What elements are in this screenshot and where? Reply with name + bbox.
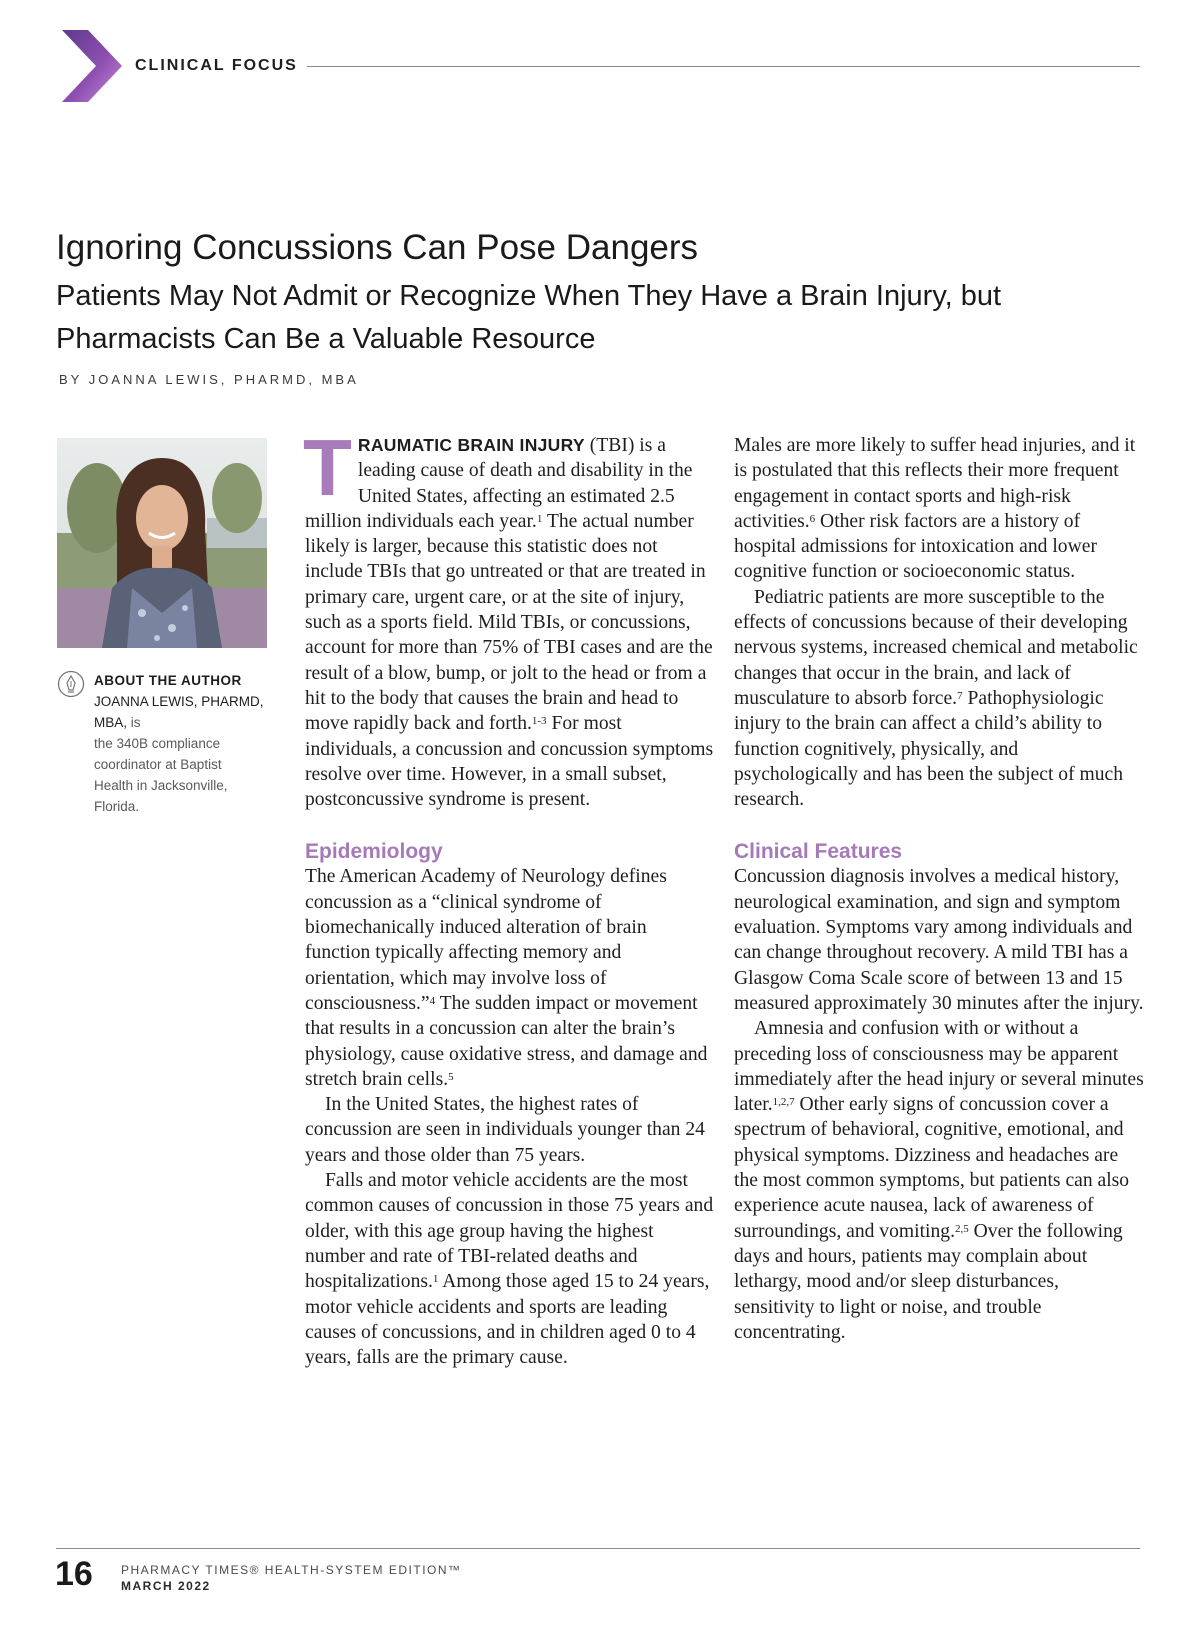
byline: BY JOANNA LEWIS, PHARMD, MBA (59, 372, 359, 387)
drop-cap: T (303, 423, 352, 512)
publication-name: PHARMACY TIMES® HEALTH-SYSTEM EDITION™ (121, 1563, 462, 1577)
males-paragraph: Males are more likely to suffer head injuries, and it is postulated that this reflects their more frequent engagement in contact sports and high-risk activities.$^6$ Other risk factors are a history of hospital admissions for intoxication and lower cognitive function or socioeconomic status. (734, 435, 1136, 583)
diagnosis-paragraph: Concussion diagnosis involves a medical history, neurological examination, and sign and symptom evaluation. Symptoms vary among individuals and can change throughout recovery. A mild TBI has a Glasgow Coma Scale score of between 13 and 15 measured approximately 30 minutes after the injury. (734, 866, 1144, 1014)
article-subtitle: Patients May Not Admit or Recognize When They Have a Brain Injury, but Pharmacists Can Be a Valuable Resource (56, 280, 1002, 355)
rates-paragraph: In the United States, the highest rates of concussion are seen in individuals younger than 24 years and those older than 75 years. (305, 1094, 705, 1166)
page-number: 16 (55, 1555, 93, 1593)
pediatric-paragraph: Pediatric patients are more susceptible to the effects of concussions because of their developing nervous systems, increased chemical and metabolic changes that occur in the brain, and lack of musculature to absorb force.$^7$ Pathophysiologic injury to the brain can affect a child’s ability to function cognitively, physically, and psychologically and has been the subject of much research. (734, 586, 1138, 811)
body-column-left (303, 423, 715, 1370)
footer-divider (56, 1548, 1140, 1549)
issue-date: MARCH 2022 (121, 1579, 211, 1593)
symptoms-paragraph: Amnesia and confusion with or without a preceding loss of consciousness may be apparent immediately after the head injury or several minutes later.$^{1,2,7}$ Other early signs of concussion cover a spectrum of behavioral, cognitive, emotional, and physical symptoms. Dizziness and headaches are the most common symptoms, but patients can also experience acute nausea, lack of awareness of surroundings, and vomiting.$^{2,5}$ Over the following days and hours, patients may complain about lethargy, mood and/or sleep disturbances, sensitivity to light or noise, and trouble concentrating. (734, 1018, 1144, 1343)
author-bio: the 340B compliance coordinator at Baptist Health in Jacksonville, Florida. (94, 736, 228, 814)
body-column-right (734, 433, 1144, 1345)
section-heading-clinical-features: Clinical Features (734, 840, 903, 864)
causes-paragraph: Falls and motor vehicle accidents are the most common causes of concussion in those 75 years and older, with this age group having the highest number and rate of TBI-related deaths and hospitalizations.$^1$ Among those aged 15 to 24 years, motor vehicle accidents and sports are leading causes of concussions, and in children aged 0 to 4 years, falls are the primary cause. (305, 1170, 714, 1369)
epidemiology-paragraph: The American Academy of Neurology defines concussion as a “clinical syndrome of biomechanically induced alteration of brain function typically affecting memory and orientation, which may involve loss of consciousness.”$^4$ The sudden impact or movement that results in a concussion can alter the brain’s physiology, cause oxidative stress, and damage and stretch brain cells.$^5$ (305, 866, 708, 1090)
author-photo (57, 438, 267, 648)
publication-info (121, 1562, 462, 1594)
section-heading-epidemiology: Epidemiology (305, 840, 443, 864)
author-name: JOANNA LEWIS, PHARMD, MBA, is (94, 694, 264, 730)
article-title: Ignoring Concussions Can Pose Dangers (56, 228, 699, 267)
section-chevron-logo (62, 30, 122, 102)
intro-paragraph: TRAUMATIC BRAIN INJURY (TBI) is a leading cause of death and disability in the United States, affecting an estimated 2.5 million individuals each year.$^1$ The actual number likely is larger, because this statistic does not include TBIs that go untreated or that are treated in primary care, urgent care, or at the site of injury, such as a sports field. Mild TBIs, or concussions, account for more than 75% of TBI cases and are the result of a blow, bump, or jolt to the head or from a hit to the body that causes the brain and head to move rapidly back and forth.$^{1-3}$ For most individuals, a concussion and concussion symptoms resolve over time. However, in a small subset, postconcussive syndrome is present. (303, 423, 714, 811)
section-label: CLINICAL FOCUS (135, 57, 298, 74)
author-box-heading: ABOUT THE AUTHOR (94, 673, 242, 688)
lead-in: RAUMATIC BRAIN INJURY (357, 435, 585, 455)
about-the-author (94, 670, 264, 817)
header-divider (307, 66, 1140, 67)
pen-nib-icon (57, 670, 85, 698)
